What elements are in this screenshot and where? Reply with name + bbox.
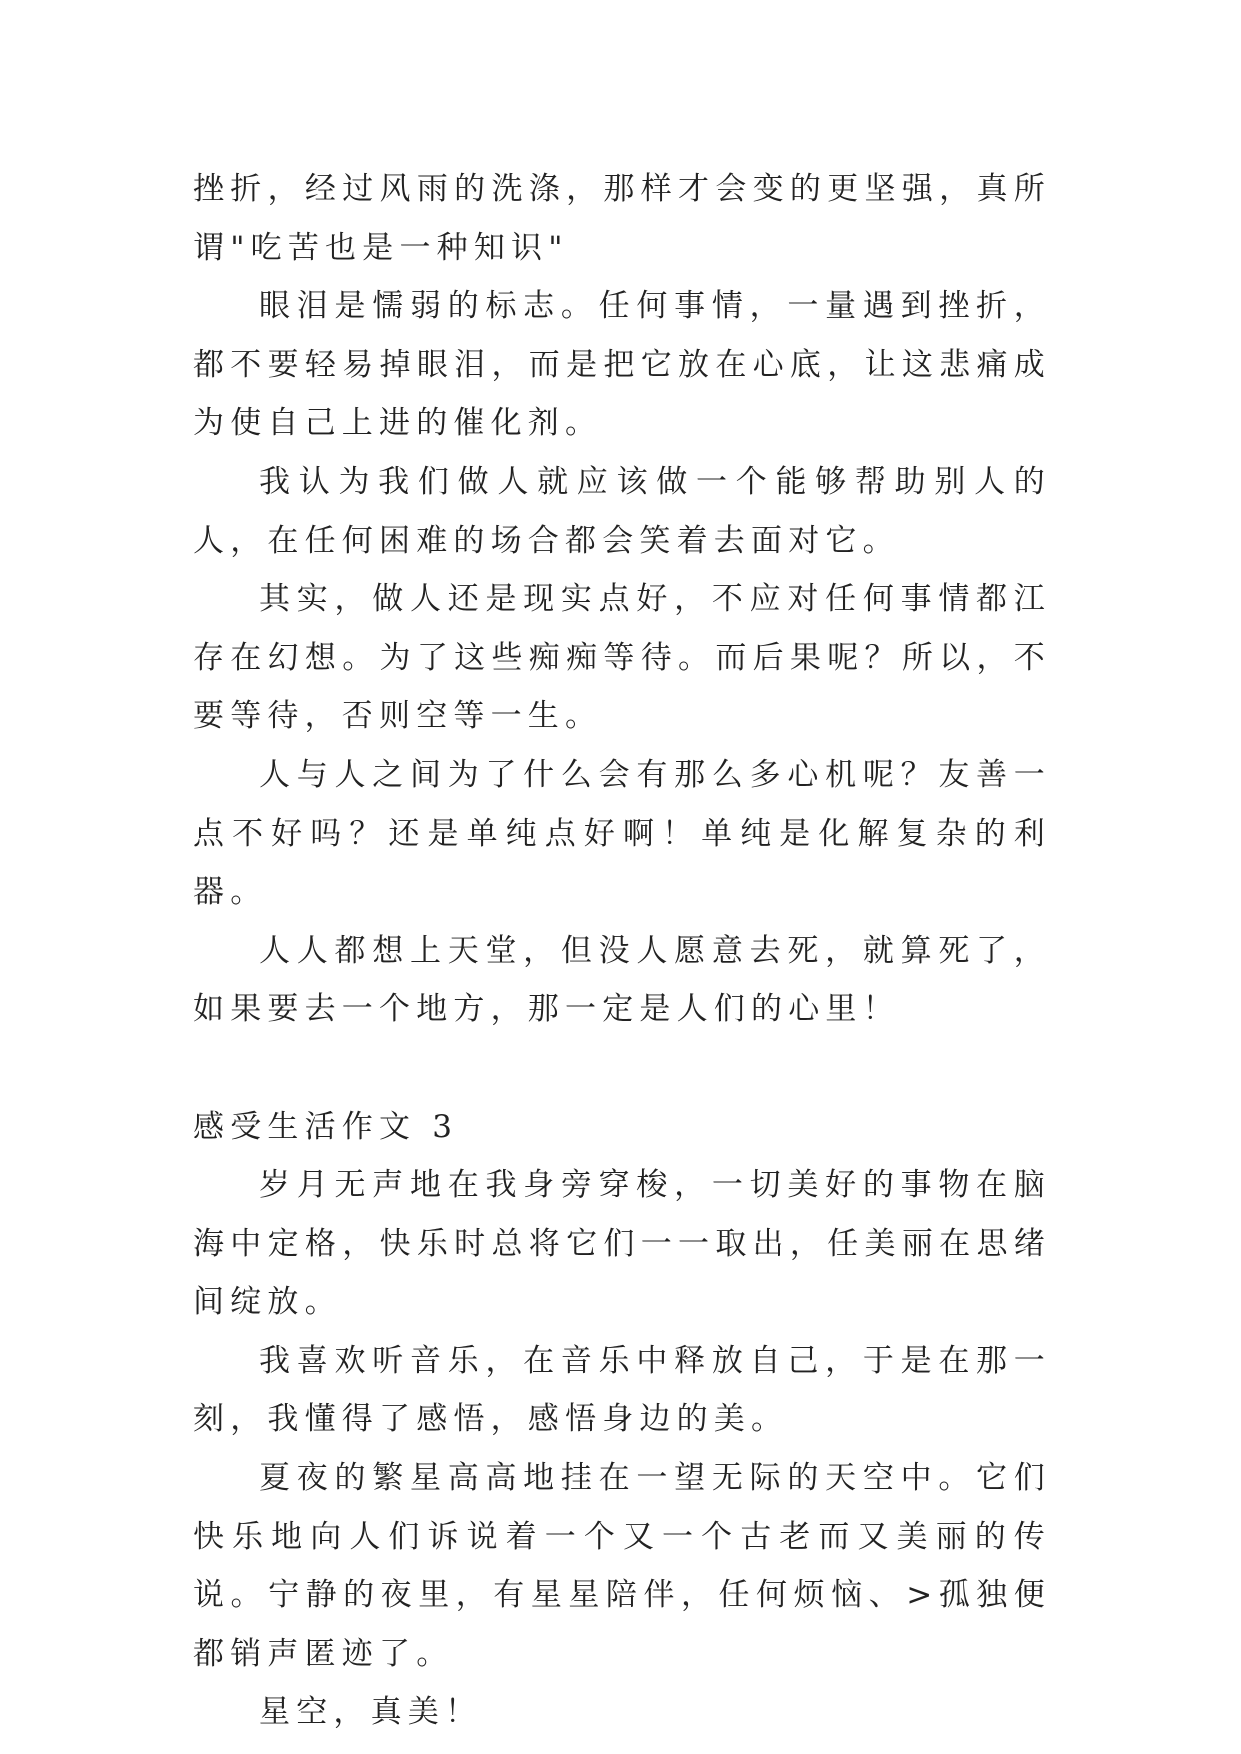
paragraph: 我喜欢听音乐，在音乐中释放自己，于是在那一刻，我懂得了感悟，感悟身边的美。 — [193, 1342, 1051, 1438]
paragraph: 星空，真美！ — [259, 1694, 483, 1731]
paragraph: 我认为我们做人就应该做一个能够帮助别人的人，在任何困难的场合都会笑着去面对它。 — [193, 463, 1051, 559]
section-gap — [193, 1039, 1051, 1098]
paragraph: 岁月无声地在我身旁穿梭，一切美好的事物在脑海中定格，快乐时总将它们一一取出，任美丽在思绪间绽放。 — [193, 1167, 1051, 1321]
paragraph: 人人都想上天堂，但没人愿意去死，就算死了，如果要去一个地方，那一定是人们的心里！ — [193, 932, 1051, 1028]
paragraph: 其实，做人还是现实点好，不应对任何事情都江存在幻想。为了这些痴痴等待。而后果呢？所以，不要等待，否则空等一生。 — [193, 581, 1051, 735]
paragraph: 眼泪是懦弱的标志。任何事情，一量遇到挫折，都不要轻易掉眼泪，而是把它放在心底，让这悲痛成为使自己上进的催化剂。 — [193, 288, 1051, 442]
section-title: 感受生活作文 3 — [193, 1108, 459, 1145]
paragraph: 人与人之间为了什么会有那么多心机呢？友善一点不好吗？还是单纯点好啊！单纯是化解复杂的利器。 — [193, 756, 1051, 911]
paragraph-continuation: 挫折，经过风雨的洗涤，那样才会变的更坚强，真所谓"吃苦也是一种知识" — [193, 171, 1051, 266]
paragraph: 夏夜的繁星高高地挂在一望无际的天空中。它们快乐地向人们诉说着一个又一个古老而又美丽的传说。宁静的夜里，有星星陪伴，任何烦恼、>孤独便都销声匿迹了。 — [193, 1460, 1051, 1672]
document-page — [193, 160, 1051, 1742]
